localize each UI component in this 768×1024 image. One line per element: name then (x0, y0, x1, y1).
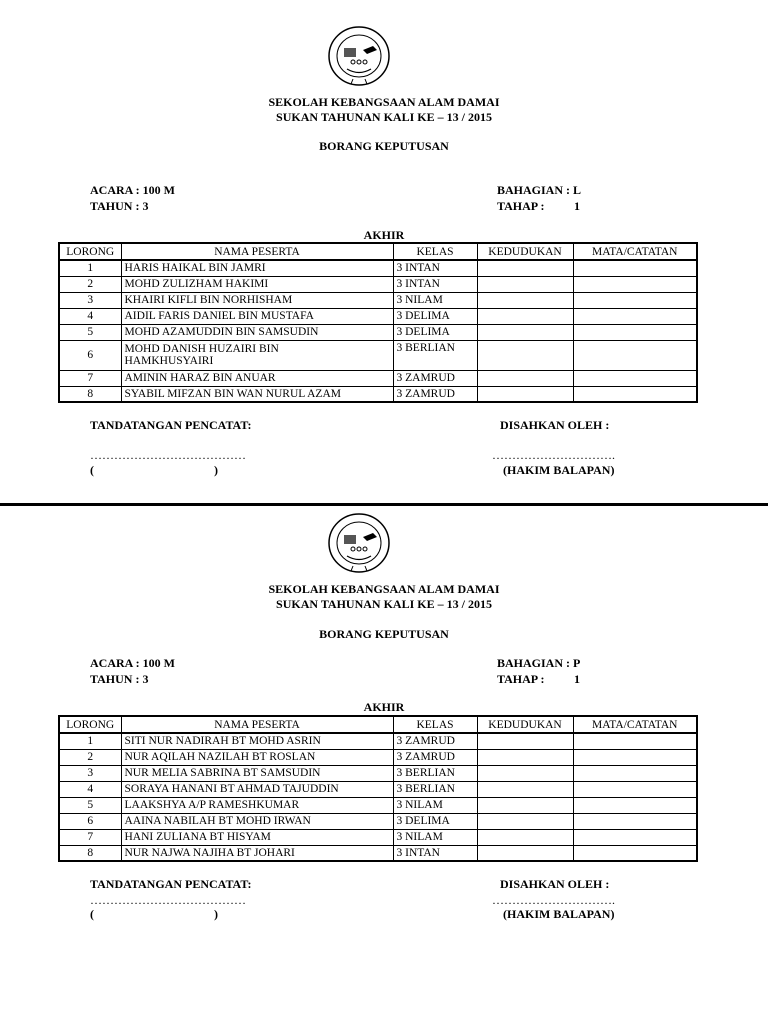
table-header-row (59, 243, 697, 260)
name-cell: HARIS HAIKAL BIN JAMRI (121, 260, 393, 276)
col-kedudukan: KEDUDUKAN (477, 716, 573, 733)
kedudukan-cell[interactable] (477, 386, 573, 402)
col-nama-peserta: NAMA PESERTA (121, 716, 393, 733)
kedudukan-cell[interactable] (477, 370, 573, 386)
kelas-cell: 3 BERLIAN (393, 765, 477, 781)
kedudukan-cell[interactable] (477, 845, 573, 861)
lane-cell: 6 (59, 813, 121, 829)
col-kedudukan: KEDUDUKAN (477, 243, 573, 260)
mata-cell[interactable] (573, 749, 697, 765)
judge-label: (HAKIM BALAPAN) (503, 907, 615, 921)
name-cell: MOHD ZULIZHAM HAKIMI (121, 276, 393, 292)
kelas-cell: 3 NILAM (393, 292, 477, 308)
kedudukan-cell[interactable] (477, 260, 573, 276)
school-crest-logo (327, 24, 391, 88)
name-cell: SITI NUR NADIRAH BT MOHD ASRIN (121, 733, 393, 749)
mata-cell[interactable] (573, 845, 697, 861)
tahun-label: TAHUN : 3 (90, 672, 149, 686)
name-cell: AAINA NABILAH BT MOHD IRWAN (121, 813, 393, 829)
results-table (58, 715, 698, 862)
name-cell: NUR NAJWA NAJIHA BT JOHARI (121, 845, 393, 861)
mata-cell[interactable] (573, 813, 697, 829)
school-name: SEKOLAH KEBANGSAAN ALAM DAMAI (268, 582, 500, 596)
table-row (59, 813, 697, 829)
mata-cell[interactable] (573, 292, 697, 308)
table-row (59, 370, 697, 386)
results-table (58, 242, 698, 403)
round-label: AKHIR (363, 228, 405, 242)
table-row (59, 733, 697, 749)
name-cell: LAAKSHYA A/P RAMESHKUMAR (121, 797, 393, 813)
mata-cell[interactable] (573, 386, 697, 402)
name-brackets: ( ) (90, 907, 218, 921)
col-kelas: KELAS (393, 716, 477, 733)
table-row (59, 386, 697, 402)
kelas-cell: 3 DELIMA (393, 308, 477, 324)
kelas-cell: 3 INTAN (393, 845, 477, 861)
lane-cell: 1 (59, 733, 121, 749)
table-row (59, 260, 697, 276)
kelas-cell: 3 BERLIAN (393, 340, 477, 370)
name-cell: SORAYA HANANI BT AHMAD TAJUDDIN (121, 781, 393, 797)
name-cell: AMININ HARAZ BIN ANUAR (121, 370, 393, 386)
lane-cell: 8 (59, 386, 121, 402)
table-row (59, 340, 697, 370)
name-cell: NUR AQILAH NAZILAH BT ROSLAN (121, 749, 393, 765)
kelas-cell: 3 ZAMRUD (393, 386, 477, 402)
bahagian-label: BAHAGIAN : P (497, 656, 581, 670)
col-mata-catatan: MATA/CATATAN (573, 243, 697, 260)
signature-label: TANDATANGAN PENCATAT: (90, 418, 252, 432)
mata-cell[interactable] (573, 340, 697, 370)
name-cell: KHAIRI KIFLI BIN NORHISHAM (121, 292, 393, 308)
signature-label: TANDATANGAN PENCATAT: (90, 877, 252, 891)
name-cell: MOHD AZAMUDDIN BIN SAMSUDIN (121, 324, 393, 340)
table-row (59, 749, 697, 765)
tahap-value: 1 (574, 199, 580, 213)
kedudukan-cell[interactable] (477, 813, 573, 829)
kedudukan-cell[interactable] (477, 797, 573, 813)
event-title: SUKAN TAHUNAN KALI KE – 13 / 2015 (276, 110, 492, 124)
lane-cell: 7 (59, 370, 121, 386)
table-header-row (59, 716, 697, 733)
mata-cell[interactable] (573, 370, 697, 386)
approval-line[interactable]: …………………………. (492, 893, 615, 907)
page-divider (0, 503, 768, 506)
lane-cell: 5 (59, 324, 121, 340)
event-title: SUKAN TAHUNAN KALI KE – 13 / 2015 (276, 597, 492, 611)
kelas-cell: 3 NILAM (393, 797, 477, 813)
name-cell: SYABIL MIFZAN BIN WAN NURUL AZAM (121, 386, 393, 402)
table-row (59, 308, 697, 324)
kedudukan-cell[interactable] (477, 276, 573, 292)
lane-cell: 4 (59, 308, 121, 324)
kedudukan-cell[interactable] (477, 749, 573, 765)
tahun-label: TAHUN : 3 (90, 199, 149, 213)
kelas-cell: 3 DELIMA (393, 324, 477, 340)
mata-cell[interactable] (573, 324, 697, 340)
mata-cell[interactable] (573, 308, 697, 324)
kelas-cell: 3 INTAN (393, 276, 477, 292)
lane-cell: 2 (59, 749, 121, 765)
table-row (59, 292, 697, 308)
lane-cell: 5 (59, 797, 121, 813)
acara-label: ACARA : 100 M (90, 183, 175, 197)
approved-label: DISAHKAN OLEH : (500, 877, 610, 891)
col-nama-peserta: NAMA PESERTA (121, 243, 393, 260)
lane-cell: 8 (59, 845, 121, 861)
lane-cell: 6 (59, 340, 121, 370)
col-kelas: KELAS (393, 243, 477, 260)
kelas-cell: 3 ZAMRUD (393, 733, 477, 749)
col-lorong: LORONG (59, 243, 121, 260)
kedudukan-cell[interactable] (477, 308, 573, 324)
kedudukan-cell[interactable] (477, 765, 573, 781)
name-cell: HANI ZULIANA BT HISYAM (121, 829, 393, 845)
table-row (59, 829, 697, 845)
table-row (59, 781, 697, 797)
table-row (59, 765, 697, 781)
lane-cell: 4 (59, 781, 121, 797)
kedudukan-cell[interactable] (477, 292, 573, 308)
lane-cell: 3 (59, 765, 121, 781)
bahagian-label: BAHAGIAN : L (497, 183, 582, 197)
table-row (59, 845, 697, 861)
mata-cell[interactable] (573, 797, 697, 813)
form-title: BORANG KEPUTUSAN (319, 627, 449, 641)
mata-cell[interactable] (573, 765, 697, 781)
name-cell: MOHD DANISH HUZAIRI BIN HAMKHUSYAIRI (121, 340, 393, 370)
kedudukan-cell[interactable] (477, 324, 573, 340)
kelas-cell: 3 ZAMRUD (393, 370, 477, 386)
kelas-cell: 3 ZAMRUD (393, 749, 477, 765)
kedudukan-cell[interactable] (477, 781, 573, 797)
tahap-value: 1 (574, 672, 580, 686)
kelas-cell: 3 NILAM (393, 829, 477, 845)
table-row (59, 276, 697, 292)
col-mata-catatan: MATA/CATATAN (573, 716, 697, 733)
tahap-label: TAHAP : (497, 672, 545, 686)
name-cell: AIDIL FARIS DANIEL BIN MUSTAFA (121, 308, 393, 324)
school-crest-logo (327, 511, 391, 575)
mata-cell[interactable] (573, 260, 697, 276)
approved-label: DISAHKAN OLEH : (500, 418, 610, 432)
name-cell: NUR MELIA SABRINA BT SAMSUDIN (121, 765, 393, 781)
approval-line[interactable]: …………………………. (492, 448, 615, 462)
form-title: BORANG KEPUTUSAN (319, 139, 449, 153)
lane-cell: 3 (59, 292, 121, 308)
signature-line[interactable]: ………………………………… (90, 448, 246, 462)
mata-cell[interactable] (573, 276, 697, 292)
kedudukan-cell[interactable] (477, 340, 573, 370)
kelas-cell: 3 INTAN (393, 260, 477, 276)
table-row (59, 324, 697, 340)
signature-line[interactable]: ………………………………… (90, 893, 246, 907)
lane-cell: 7 (59, 829, 121, 845)
lane-cell: 2 (59, 276, 121, 292)
table-row (59, 797, 697, 813)
kedudukan-cell[interactable] (477, 733, 573, 749)
school-name: SEKOLAH KEBANGSAAN ALAM DAMAI (268, 95, 500, 109)
mata-cell[interactable] (573, 781, 697, 797)
acara-label: ACARA : 100 M (90, 656, 175, 670)
lane-cell: 1 (59, 260, 121, 276)
name-brackets: ( ) (90, 463, 218, 477)
tahap-label: TAHAP : (497, 199, 545, 213)
judge-label: (HAKIM BALAPAN) (503, 463, 615, 477)
kelas-cell: 3 DELIMA (393, 813, 477, 829)
mata-cell[interactable] (573, 829, 697, 845)
round-label: AKHIR (363, 700, 405, 714)
kedudukan-cell[interactable] (477, 829, 573, 845)
kelas-cell: 3 BERLIAN (393, 781, 477, 797)
mata-cell[interactable] (573, 733, 697, 749)
col-lorong: LORONG (59, 716, 121, 733)
